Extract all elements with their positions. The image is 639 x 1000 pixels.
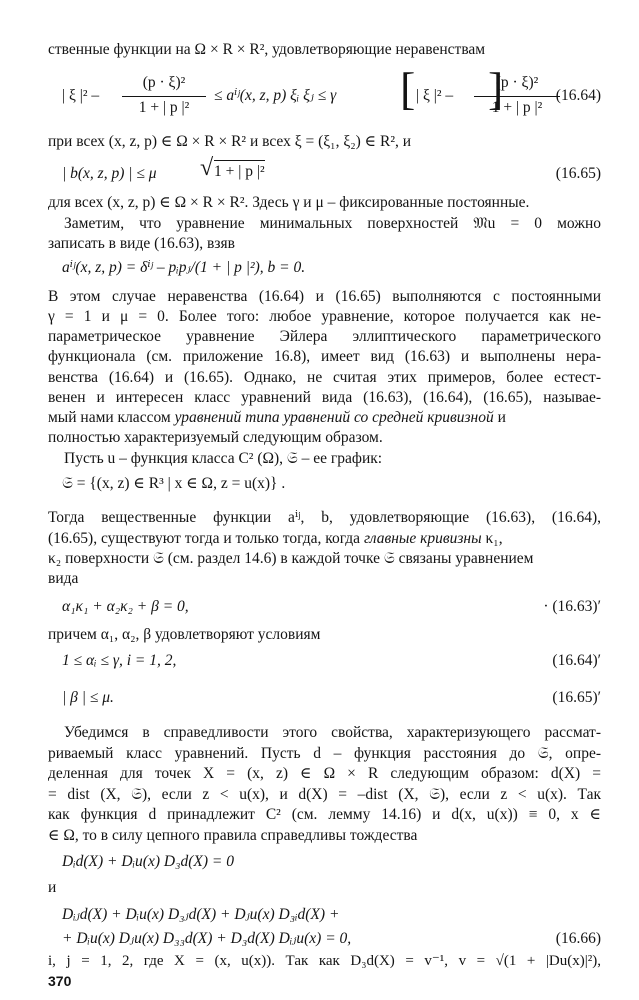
equation-number: (16.64): [555, 87, 601, 104]
text-line: κ₂ поверхности 𝔖 (см. раздел 14.6) в каждой точке 𝔖 связаны уравнением: [48, 550, 534, 567]
text-line: полностью характеризуемый следующим образом.: [48, 429, 383, 446]
text-line: ∈ Ω, то в силу цепного правила справедливы тождества: [48, 827, 418, 844]
equation-number: · (16.63)′: [543, 598, 601, 615]
bracket-left: [: [400, 63, 416, 114]
fraction-bar: [122, 96, 206, 97]
text-line: вида: [48, 570, 79, 587]
equation-16-64-prime: 1 ≤ αᵢ ≤ γ, i = 1, 2,: [62, 652, 177, 669]
text-run: мый нами классом: [48, 409, 175, 426]
text-line: Пусть u – функция класса C² (Ω), 𝔖 – ее график:: [64, 450, 383, 467]
text-line: [48, 529, 601, 549]
text-line: Тогда вещественные функции aⁱʲ, b, удовлетворяющие (16.63), (16.64),: [48, 509, 601, 526]
equation-number: (16.64)′: [552, 652, 601, 669]
text-line: Убедимся в справедливости этого свойства, характеризующего рассмат-: [64, 724, 601, 741]
equation-16-66-line1: Dᵢⱼd(X) + Dᵢu(x) D₃ⱼd(X) + Dⱼu(x) D₃ᵢd(X) +: [62, 906, 340, 923]
eq-term: | ξ |² –: [416, 87, 454, 104]
eq-numerator: (p · ξ)²: [495, 74, 539, 91]
text-line: при всех (x, z, p) ∈ Ω × R × R² и всех ξ = (ξ₁, ξ₂) ∈ R², и: [48, 133, 412, 150]
text-line: венен и интересен класс уравнений вида (16.63), (16.64), (16.65), называе-: [48, 389, 601, 406]
text-run: (16.65), существуют тогда и только тогда, когда: [48, 530, 364, 547]
text-line: венства (16.64) и (16.65). Однако, не считая этих примеров, более естест-: [48, 369, 601, 386]
eq-denominator: 1 + | p |²: [491, 99, 543, 116]
equation-number: (16.65)′: [552, 689, 601, 706]
eq-numerator: (p · ξ)²: [142, 74, 186, 91]
equation-16-65: | b(x, z, p) | ≤ μ: [62, 165, 157, 182]
eq-term: ≤ aⁱʲ(x, z, p) ξᵢ ξⱼ ≤ γ: [214, 87, 337, 104]
radicand: 1 + | p |²: [214, 160, 265, 182]
text-line: причем α₁, α₂, β удовлетворяют условиям: [48, 626, 321, 643]
text-line: деленная для точек X = (x, z) ∈ Ω × R следующим образом: d(X) =: [48, 765, 601, 782]
equation-16-63-prime: α₁κ₁ + α₂κ₂ + β = 0,: [62, 598, 189, 615]
bracket-right: ]: [488, 63, 504, 114]
fraction-bar: [474, 96, 560, 97]
text-line: = dist (X, 𝔖), если z < u(x), и d(X) = –dist (X, 𝔖), если z < u(x). Так: [48, 786, 601, 803]
emphasis-text: главные кривизны: [363, 530, 482, 547]
radical-sign: √: [200, 155, 214, 181]
equation-16-64: [62, 63, 543, 122]
text-line: записать в виде (16.63), взяв: [48, 235, 235, 252]
text-line: i, j = 1, 2, где X = (x, u(x)). Так как D₃d(X) = v⁻¹, v = √(1 + |Du(x)|²),: [48, 953, 601, 969]
text-line: для всех (x, z, p) ∈ Ω × R × R². Здесь γ и μ – фиксированные постоянные.: [48, 194, 530, 211]
page-number: 370: [48, 973, 72, 989]
text-line: и: [48, 879, 57, 896]
equation-minimal-surface: aⁱʲ(x, z, p) = δⁱʲ – pᵢpⱼ/(1 + | p |²), b = 0.: [62, 259, 306, 276]
text-line: параметрическое уравнение Эйлера эллиптического параметрического: [48, 328, 601, 345]
text-line: риваемый класс уравнений. Пусть d – функция расстояния до 𝔖, опре-: [48, 745, 601, 762]
eq-denominator: 1 + | p |²: [138, 99, 190, 116]
text-run: κ₁,: [481, 530, 503, 547]
text-line: Заметим, что уравнение минимальных поверхностей 𝔐u = 0 можно: [64, 215, 601, 232]
equation-16-66-line2: + Dᵢu(x) Dⱼu(x) D₃₃d(X) + D₃d(X) Dᵢⱼu(x) = 0,: [62, 930, 352, 947]
text-line: В этом случае неравенства (16.64) и (16.65) выполняются с постоянными: [48, 288, 601, 305]
text-line: [48, 408, 601, 428]
equation-chain-rule-1: Dᵢd(X) + Dᵢu(x) D₃d(X) = 0: [62, 853, 234, 870]
text-line: ственные функции на Ω × R × R², удовлетворяющие неравенствам: [48, 41, 486, 58]
equation-number: (16.65): [555, 165, 601, 182]
equation-number: (16.66): [555, 930, 601, 947]
equation-16-65-prime: | β | ≤ μ.: [62, 689, 114, 706]
eq-term: | ξ |² –: [62, 87, 100, 104]
text-run: и: [493, 409, 506, 426]
emphasis-text: уравнений типа уравнений со средней кривизной: [174, 409, 494, 426]
text-line: функционала (см. приложение 16.8), имеет вид (16.63) и выполнены нера-: [48, 348, 601, 365]
text-line: γ = 1 и μ = 0. Более того: любое уравнение, которое получается как не-: [48, 308, 601, 325]
equation-graph: 𝔖 = {(x, z) ∈ R³ | x ∈ Ω, z = u(x)} .: [62, 475, 286, 492]
text-line: как функция d принадлежит C² (см. лемму 14.16) и d(x, u(x)) ≡ 0, x ∈: [48, 806, 601, 823]
